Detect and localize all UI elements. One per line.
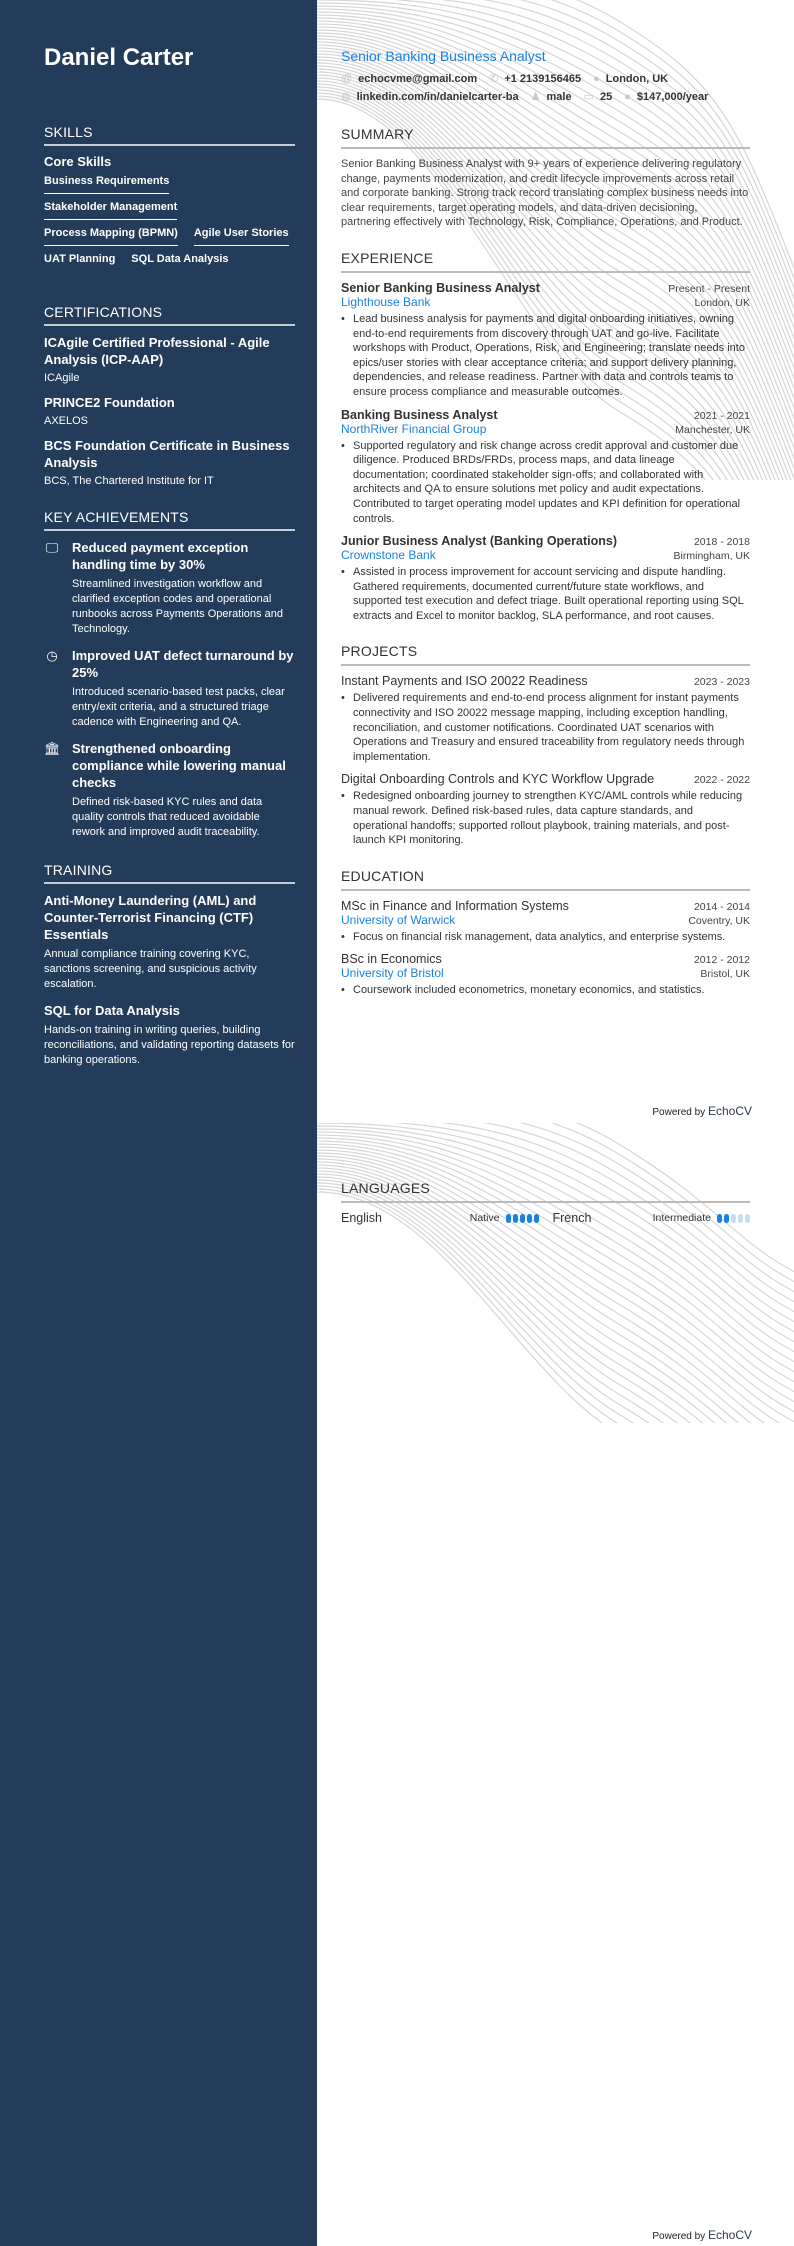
at-icon: @ [341, 73, 353, 85]
achievement-item [44, 647, 295, 730]
language-name: French [552, 1211, 592, 1225]
main-content [341, 48, 750, 1006]
achievement-title: Reduced payment exception handling time by 30% [72, 540, 249, 572]
contact-age: ▭ 25 [583, 91, 613, 103]
experience-item [341, 534, 750, 623]
certification-item [44, 394, 295, 427]
globe-icon: ◍ [341, 91, 351, 103]
skills-list [44, 175, 295, 278]
training-desc: Annual compliance training covering KYC, sanctions screening, and suspicious activity escalation. [44, 948, 257, 990]
role: Junior Business Analyst (Banking Operations) [341, 534, 617, 549]
bullet: • Focus on financial risk management, data analytics, and enterprise systems. [341, 930, 750, 945]
rating-dot [724, 1214, 729, 1223]
bullet: • Redesigned onboarding journey to strengthen KYC/AML controls while reducing manual rework. Defined risk-based rules, data capture standards, and operational handoffs; supported rollout playbook, training materials, and post-launch KPI monitoring. [341, 789, 750, 847]
rating-dot [717, 1214, 722, 1223]
achievement-item [44, 539, 295, 637]
education-heading: EDUCATION [341, 868, 750, 891]
rating-dot [513, 1214, 518, 1223]
certification-title: BCS Foundation Certificate in Business Analysis [44, 438, 290, 470]
contact-location: ● London, UK [593, 73, 669, 85]
certification-item [44, 334, 295, 384]
money-icon: ● [624, 91, 631, 103]
company: Crownstone Bank [341, 548, 436, 563]
contact-email[interactable]: @ echocvme@gmail.com [341, 73, 478, 85]
experience-item [341, 408, 750, 527]
rating-dot [534, 1214, 539, 1223]
language-rating [506, 1214, 539, 1223]
project-title: Instant Payments and ISO 20022 Readiness [341, 674, 588, 689]
bank-icon: 🏛 [44, 741, 61, 756]
language-name: English [341, 1211, 382, 1225]
school: University of Warwick [341, 912, 456, 927]
degree: BSc in Economics [341, 952, 442, 967]
education-item [341, 952, 750, 998]
dates: 2014 - 2014 [693, 900, 750, 913]
skill-chip: Agile User Stories [194, 227, 289, 246]
projects-heading: PROJECTS [341, 643, 750, 666]
language-level: Native [469, 1212, 500, 1224]
summary-text: Senior Banking Business Analyst with 9+ years of experience delivering regulatory change, payments modernization, and credit lifecycle improvements across retail and corporate banking. Strong track record translating complex business needs into clear requirements, target operating models, and data-driven decisioning, partnering effectively with Technology, Risk, Compliance, Operations, and Product. [341, 158, 749, 229]
skill-chip: SQL Data Analysis [131, 253, 229, 265]
experience-heading: EXPERIENCE [341, 250, 750, 273]
contact-gender: ♟ male [530, 91, 572, 103]
training-item [44, 892, 295, 992]
dates: 2018 - 2018 [693, 536, 750, 549]
dates: 2022 - 2022 [693, 774, 750, 787]
role: Banking Business Analyst [341, 407, 498, 422]
role: Senior Banking Business Analyst [341, 280, 540, 295]
language-item [553, 1211, 751, 1225]
achievement-title: Strengthened onboarding compliance while lowering manual checks [72, 741, 286, 790]
rating-dot [506, 1214, 511, 1223]
person-icon: ♟ [530, 91, 541, 103]
company: NorthRiver Financial Group [341, 421, 487, 436]
location: Coventry, UK [688, 914, 750, 927]
certification-item [44, 437, 295, 487]
powered-by[interactable]: Powered by EchoCV [652, 1104, 752, 1118]
contact-phone[interactable]: ✆ +1 2139156465 [489, 73, 582, 85]
dates: 2021 - 2021 [693, 409, 750, 422]
achievements-heading: KEY ACHIEVEMENTS [44, 509, 295, 531]
bullet: • Supported regulatory and risk change across credit approval and customer due diligence. Produced BRDs/FRDs, process maps, and data lineage documentation; coordinated stakeholder sign-offs; and collaborated with architects and QA to ensure solutions met policy and audit expectations. Contributed to target operating model updates and KPI definition for operational controls. [341, 439, 750, 527]
location: Birmingham, UK [673, 550, 750, 563]
summary-heading: SUMMARY [341, 126, 750, 149]
degree: MSc in Finance and Information Systems [341, 898, 569, 913]
training-item [44, 1002, 295, 1068]
project-item [341, 772, 750, 847]
skills-group-title: Core Skills [44, 154, 112, 169]
skill-chip: Business Requirements [44, 175, 169, 194]
sidebar [0, 0, 317, 2246]
training-title: SQL for Data Analysis [44, 1003, 180, 1018]
powered-by[interactable]: Powered by EchoCV [652, 2228, 752, 2242]
location: London, UK [694, 296, 750, 309]
bullet: • Coursework included econometrics, monetary economics, and statistics. [341, 983, 750, 998]
certifications-heading: CERTIFICATIONS [44, 304, 295, 326]
rating-dot [745, 1214, 750, 1223]
language-rating [717, 1214, 750, 1223]
contact-info [341, 70, 750, 106]
project-title: Digital Onboarding Controls and KYC Workflow Upgrade [341, 772, 655, 787]
job-title: Senior Banking Business Analyst [341, 48, 546, 64]
languages-heading: LANGUAGES [341, 1180, 750, 1203]
bullet: • Lead business analysis for payments and digital onboarding initiatives, owning end-to-end requirements from discovery through UAT and go-live. Facilitate workshops with Product, Operations, Risk, and Engineering; translate needs into epics/user stories with clear acceptance criteria; and support delivery planning, dependencies, and release readiness. Partner with data and controls teams to ensure process compliance and measurable outcomes. [341, 312, 750, 400]
location-icon: ● [593, 73, 600, 85]
company: Lighthouse Bank [341, 294, 431, 309]
monitor-icon: 🖵 [45, 540, 59, 555]
location: Bristol, UK [700, 968, 750, 981]
language-level: Intermediate [652, 1212, 711, 1224]
bullet: • Delivered requirements and end-to-end process alignment for instant payments connectivity and ISO 20022 message mapping, including exception handling, reconciliation, and customer notifications. Coordinated UAT scenarios with Operations and Treasury and ensured traceability from regulatory needs through implementation. [341, 691, 750, 764]
languages-section [341, 1180, 750, 1225]
dates: 2012 - 2012 [693, 954, 750, 967]
location: Manchester, UK [675, 423, 750, 436]
candidate-name: Daniel Carter [44, 44, 194, 71]
experience-item [341, 281, 750, 400]
project-item [341, 674, 750, 764]
contact-salary: ● $147,000/year [624, 91, 709, 103]
rating-dot [731, 1214, 736, 1223]
language-item [341, 1211, 539, 1225]
achievement-desc: Introduced scenario-based test packs, clear entry/exit criteria, and a structured triage cadence with Engineering and QA. [72, 686, 285, 728]
calendar-icon: ▭ [583, 91, 594, 103]
education-item [341, 899, 750, 945]
skills-heading: SKILLS [44, 124, 295, 146]
certification-issuer: AXELOS [44, 415, 89, 427]
school: University of Bristol [341, 966, 444, 981]
achievement-title: Improved UAT defect turnaround by 25% [72, 648, 294, 680]
training-desc: Hands-on training in writing queries, building reconciliations, and validating reporting datasets for banking operations. [44, 1024, 295, 1066]
skill-chip: Stakeholder Management [44, 201, 177, 220]
skill-chip: UAT Planning [44, 253, 116, 265]
certification-issuer: ICAgile [44, 372, 80, 384]
skill-chip: Process Mapping (BPMN) [44, 227, 178, 246]
dates: Present - Present [668, 282, 750, 295]
certification-title: PRINCE2 Foundation [44, 395, 175, 410]
clock-icon: ◷ [46, 648, 58, 663]
bullet: • Assisted in process improvement for account servicing and dispute handling. Gathered requirements, documented current/future state workflows, and supported test execution and defect triage. Built operational reporting using SQL extracts and Excel to monitor backlog, SLA performance, and root causes. [341, 565, 750, 623]
phone-icon: ✆ [489, 73, 499, 85]
achievement-item [44, 740, 295, 840]
training-heading: TRAINING [44, 862, 295, 884]
rating-dot [527, 1214, 532, 1223]
decorative-wave-pattern [317, 1123, 794, 1423]
certification-title: ICAgile Certified Professional - Agile Analysis (ICP-AAP) [44, 335, 270, 367]
achievement-desc: Streamlined investigation workflow and clarified exception codes and operational runbooks across Payments Operations and Technology. [72, 578, 283, 635]
achievement-desc: Defined risk-based KYC rules and data quality controls that reduced avoidable rework and improved audit traceability. [72, 796, 263, 838]
certification-issuer: BCS, The Chartered Institute for IT [44, 475, 214, 487]
rating-dot [520, 1214, 525, 1223]
dates: 2023 - 2023 [693, 676, 750, 689]
contact-linkedin[interactable]: ◍ linkedin.com/in/danielcarter-ba [341, 91, 519, 103]
training-title: Anti-Money Laundering (AML) and Counter-Terrorist Financing (CTF) Essentials [44, 893, 257, 942]
rating-dot [738, 1214, 743, 1223]
